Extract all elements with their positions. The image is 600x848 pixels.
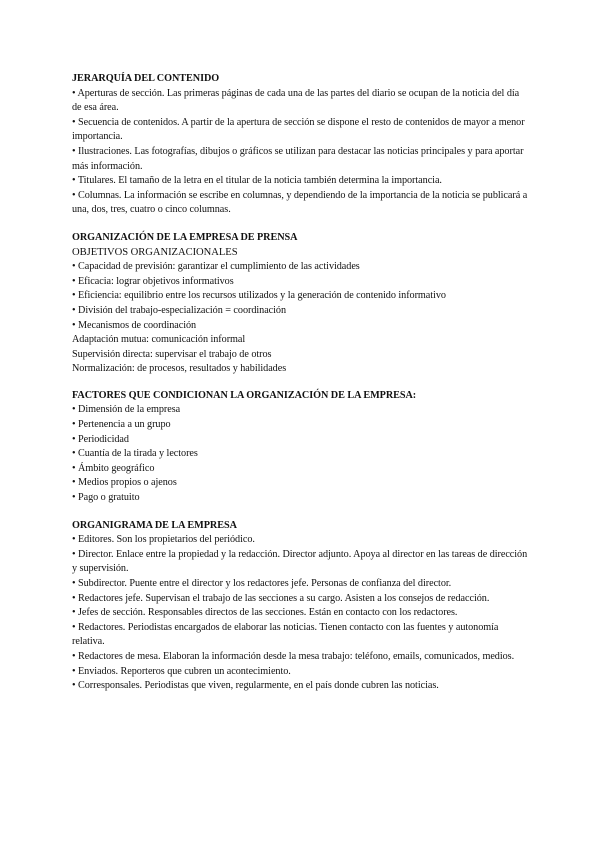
- list-item: • Aperturas de sección. Las primeras páginas de cada una de las partes del diario se ocupan de la noticia del día de esa área.: [72, 87, 520, 114]
- list-item: • Capacidad de previsión: garantizar el cumplimiento de las actividades: [72, 261, 360, 273]
- list-item: • Redactores jefe. Supervisan el trabajo de las secciones a su cargo. Asisten a los consejos de redacción.: [72, 592, 490, 604]
- section-organizacion: [72, 231, 528, 377]
- list-item: • Eficacia: lograr objetivos informativos: [72, 275, 234, 287]
- section-jerarquia: [72, 72, 528, 218]
- section-factores: [72, 389, 528, 506]
- section-organigrama: [72, 519, 528, 694]
- list-item: • Cuantía de la tirada y lectores: [72, 448, 198, 460]
- section-heading: FACTORES QUE CONDICIONAN LA ORGANIZACIÓN DE LA EMPRESA:: [72, 389, 417, 401]
- list-item: • Secuencia de contenidos. A partir de la apertura de sección se dispone el resto de contenidos de mayor a menor importancia.: [72, 116, 525, 143]
- list-item: • Dimensión de la empresa: [72, 404, 181, 416]
- list-item: • Editores. Son los propietarios del periódico.: [72, 534, 255, 546]
- list-item: • Mecanismos de coordinación: [72, 319, 197, 331]
- list-item: • Corresponsales. Periodistas que viven, regularmente, en el país donde cubren las noticias.: [72, 680, 439, 692]
- list-item: • División del trabajo-especialización = coordinación: [72, 304, 287, 316]
- list-item: • Enviados. Reporteros que cubren un acontecimiento.: [72, 665, 291, 677]
- section-heading: JERARQUÍA DEL CONTENIDO: [72, 73, 220, 84]
- list-item: • Redactores. Periodistas encargados de elaborar las noticias. Tienen contacto con las fuentes y autonomía relativa.: [72, 621, 499, 648]
- list-item: • Director. Enlace entre la propiedad y la redacción. Director adjunto. Apoya al director en las tareas de dirección y supervisión.: [72, 548, 528, 575]
- list-item: • Eficiencia: equilibrio entre los recursos utilizados y la generación de contenido informativo: [72, 290, 446, 302]
- list-item: • Periodicidad: [72, 433, 129, 445]
- plain-line: Normalización: de procesos, resultados y habilidades: [72, 363, 287, 375]
- list-item: • Ámbito geográfico: [72, 462, 155, 474]
- list-item: • Medios propios o ajenos: [72, 477, 177, 489]
- section-heading: ORGANIGRAMA DE LA EMPRESA: [72, 519, 237, 531]
- list-item: • Columnas. La información se escribe en columnas, y dependiendo de la importancia de la noticia se publicará a una, dos, tres, cuatro o cinco columnas.: [72, 189, 528, 216]
- section-heading: ORGANIZACIÓN DE LA EMPRESA DE PRENSA: [72, 231, 298, 243]
- document-page: [72, 72, 528, 707]
- plain-line: Adaptación mutua: comunicación informal: [72, 334, 246, 346]
- list-item: • Pago o gratuito: [72, 492, 140, 504]
- list-item: • Redactores de mesa. Elaboran la información desde la mesa trabajo: teléfono, emails, comunicados, medios.: [72, 650, 515, 662]
- plain-line: Supervisión directa: supervisar el trabajo de otros: [72, 348, 272, 360]
- section-subheading: OBJETIVOS ORGANIZACIONALES: [72, 246, 238, 258]
- list-item: • Subdirector. Puente entre el director y los redactores jefe. Personas de confianza del director.: [72, 578, 452, 589]
- list-item: • Jefes de sección. Responsables directos de las secciones. Están en contacto con los redactores.: [72, 607, 458, 619]
- list-item: • Ilustraciones. Las fotografías, dibujos o gráficos se utilizan para destacar las noticias principales y para aportar más información.: [72, 145, 524, 172]
- list-item: • Pertenencia a un grupo: [72, 419, 171, 431]
- list-item: • Titulares. El tamaño de la letra en el titular de la noticia también determina la importancia.: [72, 175, 442, 187]
